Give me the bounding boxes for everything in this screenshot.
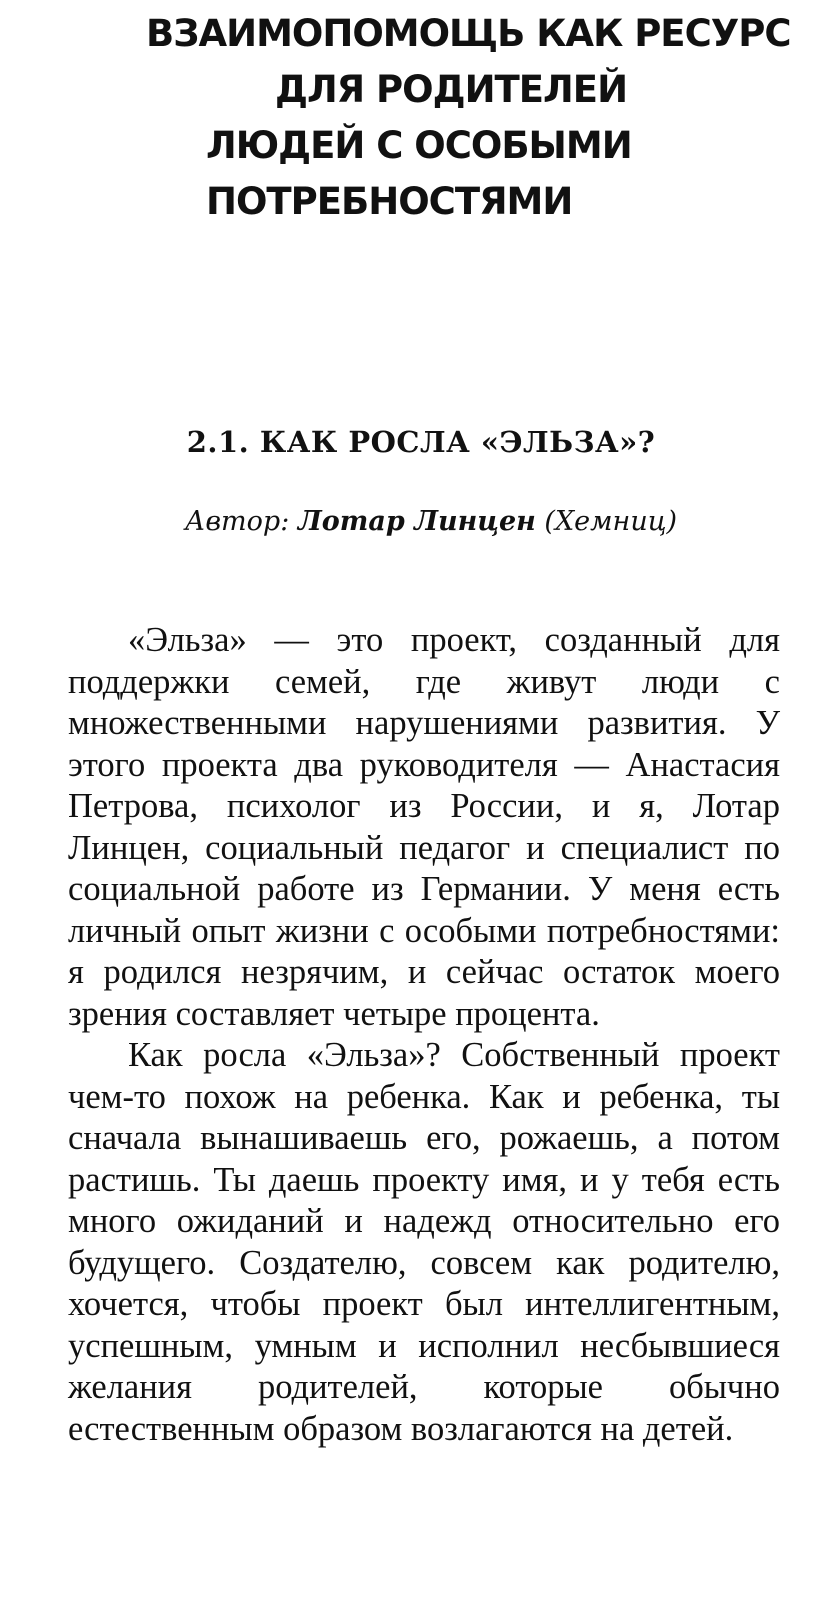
section-title (0, 6, 816, 230)
chapter-heading: 2.1. КАК РОСЛА «ЭЛЬЗА»? (186, 425, 656, 459)
author-name: Лотар Линцен (297, 506, 536, 537)
section-title-line: ПОТРЕБНОСТЯМИ (206, 180, 573, 223)
author-location: (Хемниц) (535, 506, 678, 537)
section-title-line: ВЗАИМОПОМОЩЬ КАК РЕСУРС (146, 12, 791, 55)
body-text (68, 620, 780, 1450)
paragraph: «Эльза» — это проект, созданный для поддержки семей, где живут люди с множественными нарушениями развития. У этого проекта два руководителя — Анастасия Петрова, психолог из России, и я, Лотар Линцен, социальный педагог и специалист по социальной работе из Германии. У меня есть личный опыт жизни с особыми потребностями: я родился незрячим, и сейчас остаток моего зрения составляет четыре процента. (68, 621, 780, 1033)
section-title-line: ЛЮДЕЙ С ОСОБЫМИ (206, 124, 632, 167)
author-line (0, 503, 816, 541)
author-prefix: Автор: (184, 506, 298, 537)
section-title-line: ДЛЯ РОДИТЕЛЕЙ (275, 68, 628, 111)
paragraph: Как росла «Эльза»? Собственный проект чем-то похож на ребенка. Как и ребенка, ты сначала вынашиваешь его, рожаешь, а потом растишь. Ты даешь проекту имя, и у тебя есть много ожиданий и надежд относительно его будущего. Создателю, совсем как родителю, хочется, чтобы проект был интеллигентным, успешным, умным и исполнил несбывшиеся желания родителей, которые обычно естественным образом возлагаются на детей. (68, 1036, 780, 1448)
